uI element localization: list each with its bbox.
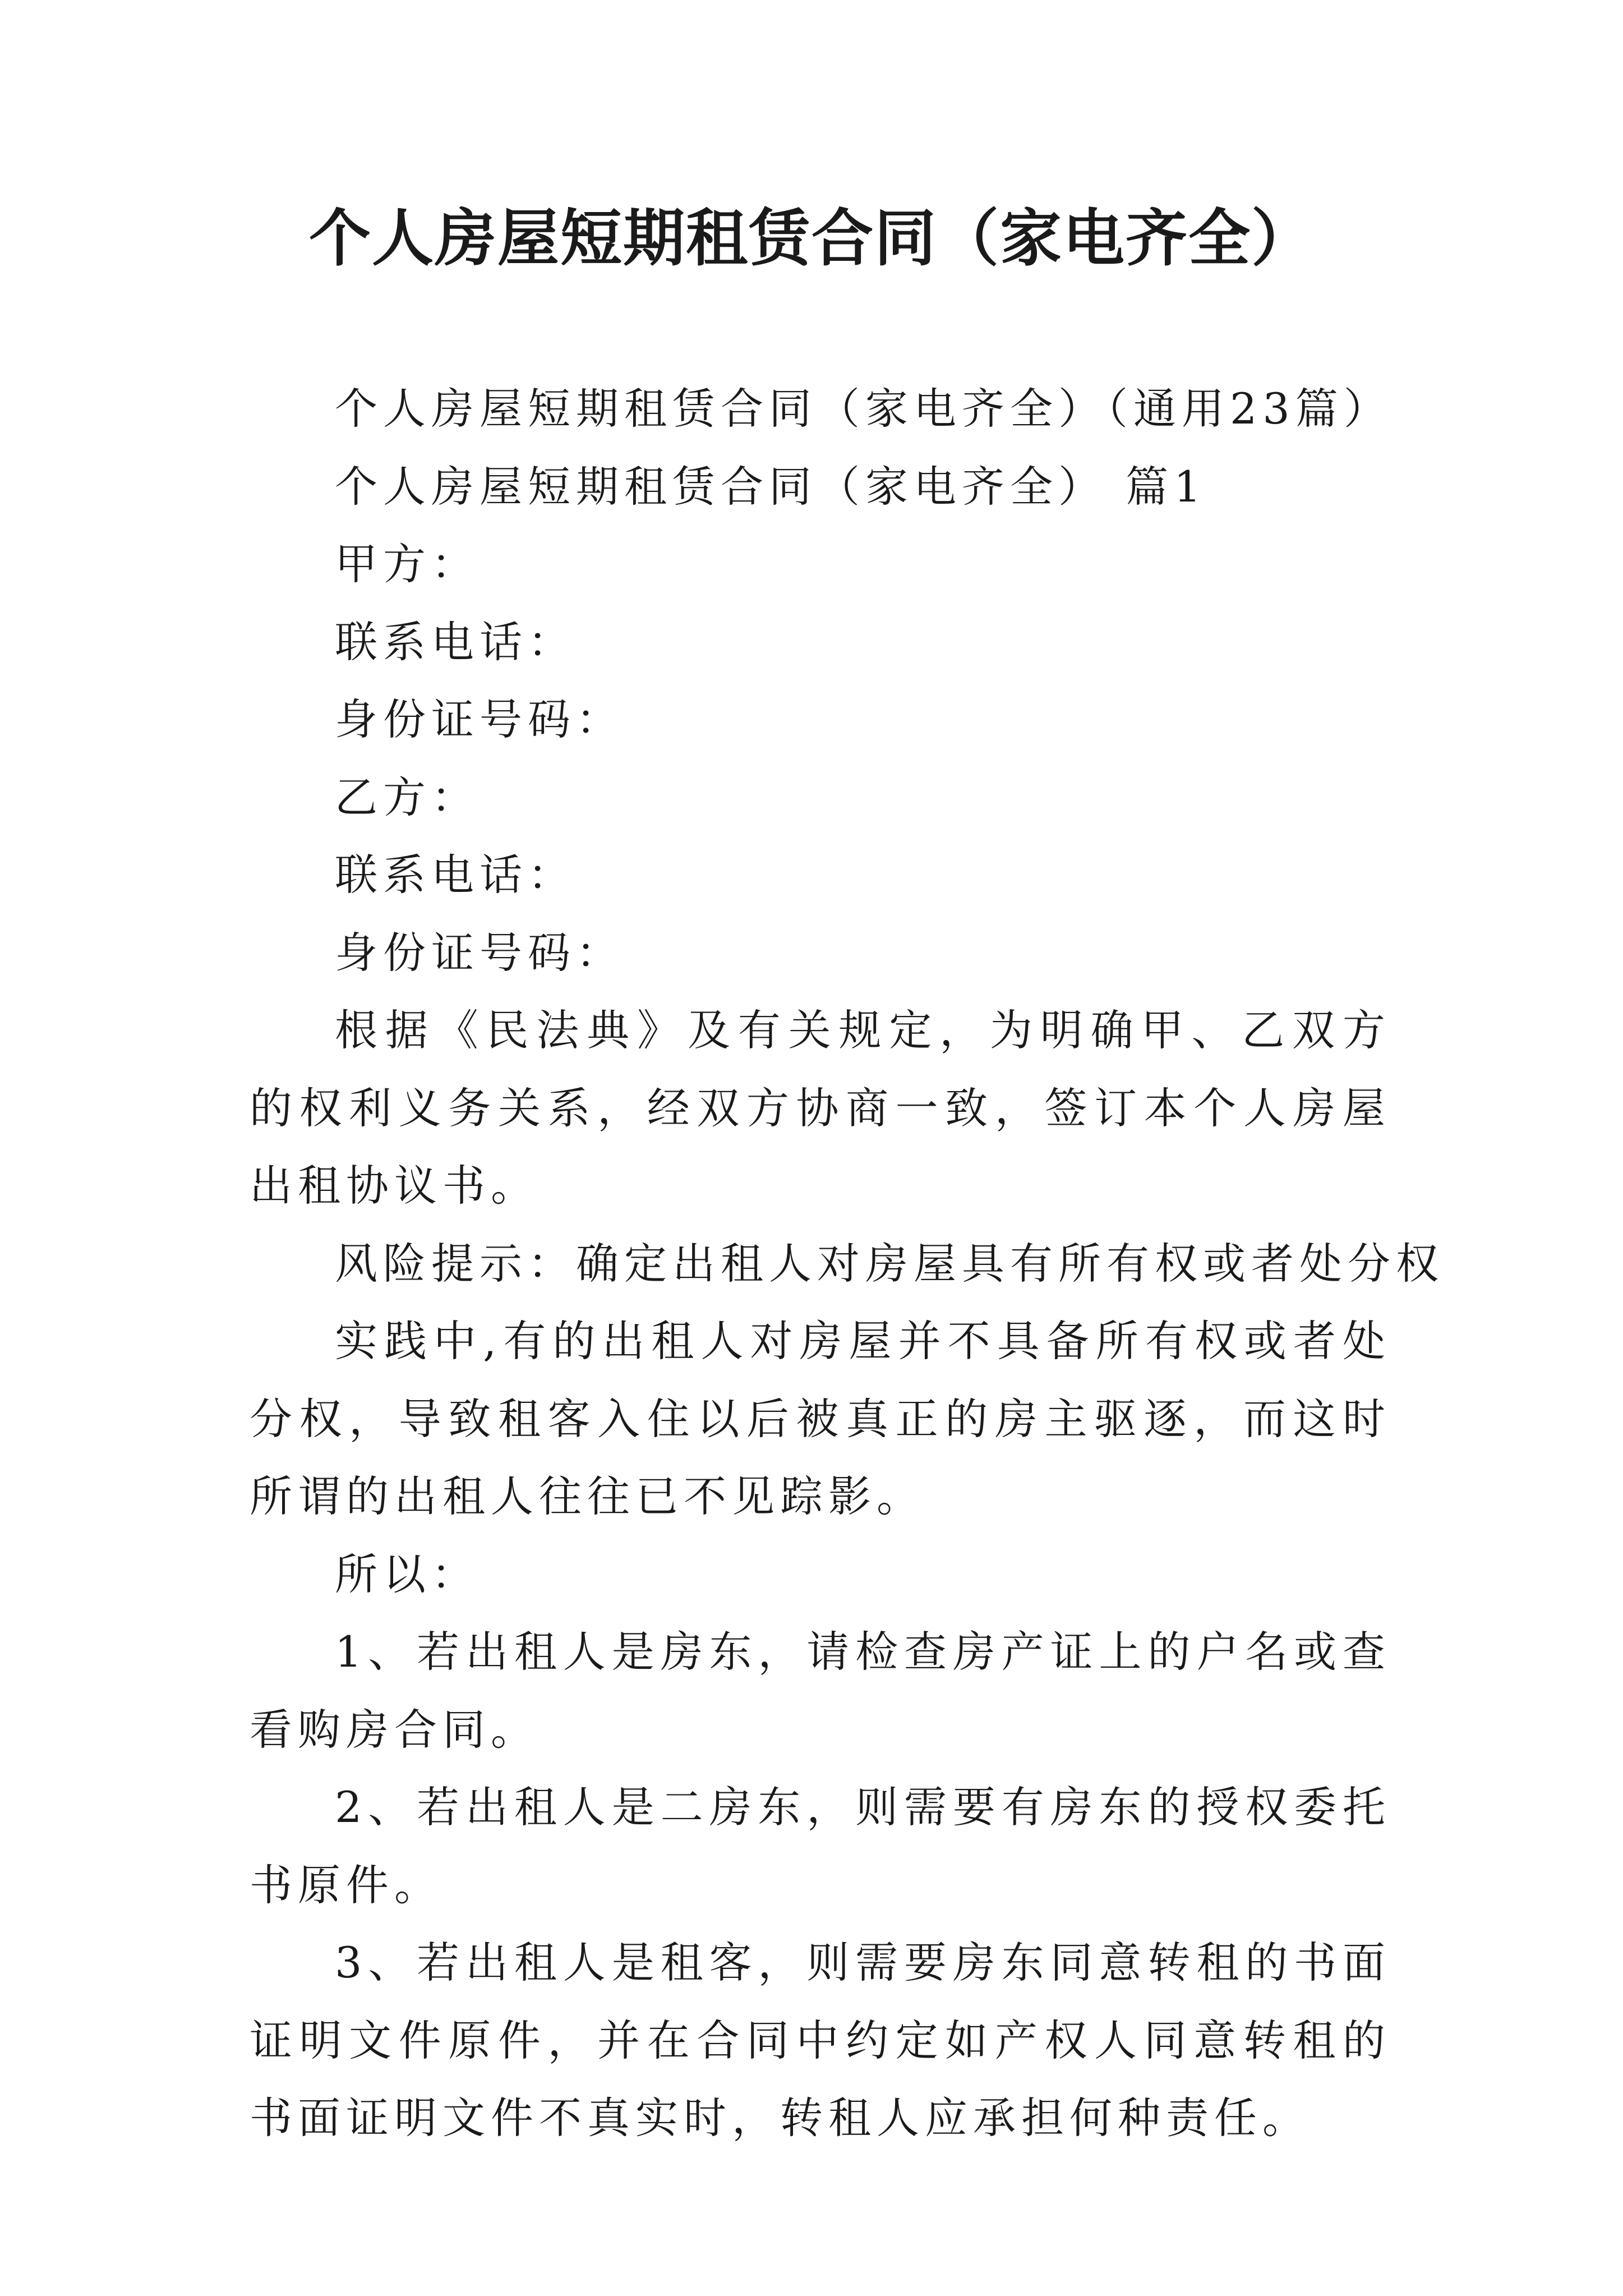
paragraph-therefore: 所以： — [335, 1549, 479, 1599]
paragraph-practice: 实践中,有的出租人对房屋并不具备所有权或者处分权，导致租客入住以后被真正的房主驱逐，而这时所谓的出租人往往已不见踪影。 — [250, 1316, 1391, 1521]
paragraph-party-b-id: 身份证号码： — [335, 927, 624, 978]
paragraph-item-2: 2、若出租人是二房东，则需要有房东的授权委托书原件。 — [250, 1782, 1391, 1910]
paragraph-subtitle: 个人房屋短期租赁合同（家电齐全）（通用23篇） — [335, 384, 1392, 434]
document-body — [250, 370, 1444, 2157]
paragraph-party-b: 乙方： — [335, 772, 479, 822]
paragraph-party-b-phone: 联系电话： — [335, 850, 576, 900]
paragraph-party-a-id: 身份证号码： — [335, 694, 624, 744]
paragraph-legal-basis: 根据《民法典》及有关规定，为明确甲、乙双方的权利义务关系，经双方协商一致，签订本个人房屋出租协议书。 — [250, 1005, 1391, 1211]
paragraph-party-a: 甲方： — [335, 539, 479, 589]
paragraph-party-a-phone: 联系电话： — [335, 616, 576, 667]
document-title: 个人房屋短期租赁合同（家电齐全） — [309, 202, 1314, 274]
paragraph-item-1: 1、若出租人是房东，请检查房产证上的户名或查看购房合同。 — [250, 1627, 1391, 1755]
paragraph-item-3: 3、若出租人是租客，则需要房东同意转租的书面证明文件原件，并在合同中约定如产权人同意转租的书面证明文件不真实时，转租人应承担何种责任。 — [250, 1938, 1391, 2143]
paragraph-section-heading: 个人房屋短期租赁合同（家电齐全） 篇1 — [335, 461, 1207, 512]
paragraph-risk-notice: 风险提示：确定出租人对房屋具有所有权或者处分权 — [335, 1238, 1444, 1289]
